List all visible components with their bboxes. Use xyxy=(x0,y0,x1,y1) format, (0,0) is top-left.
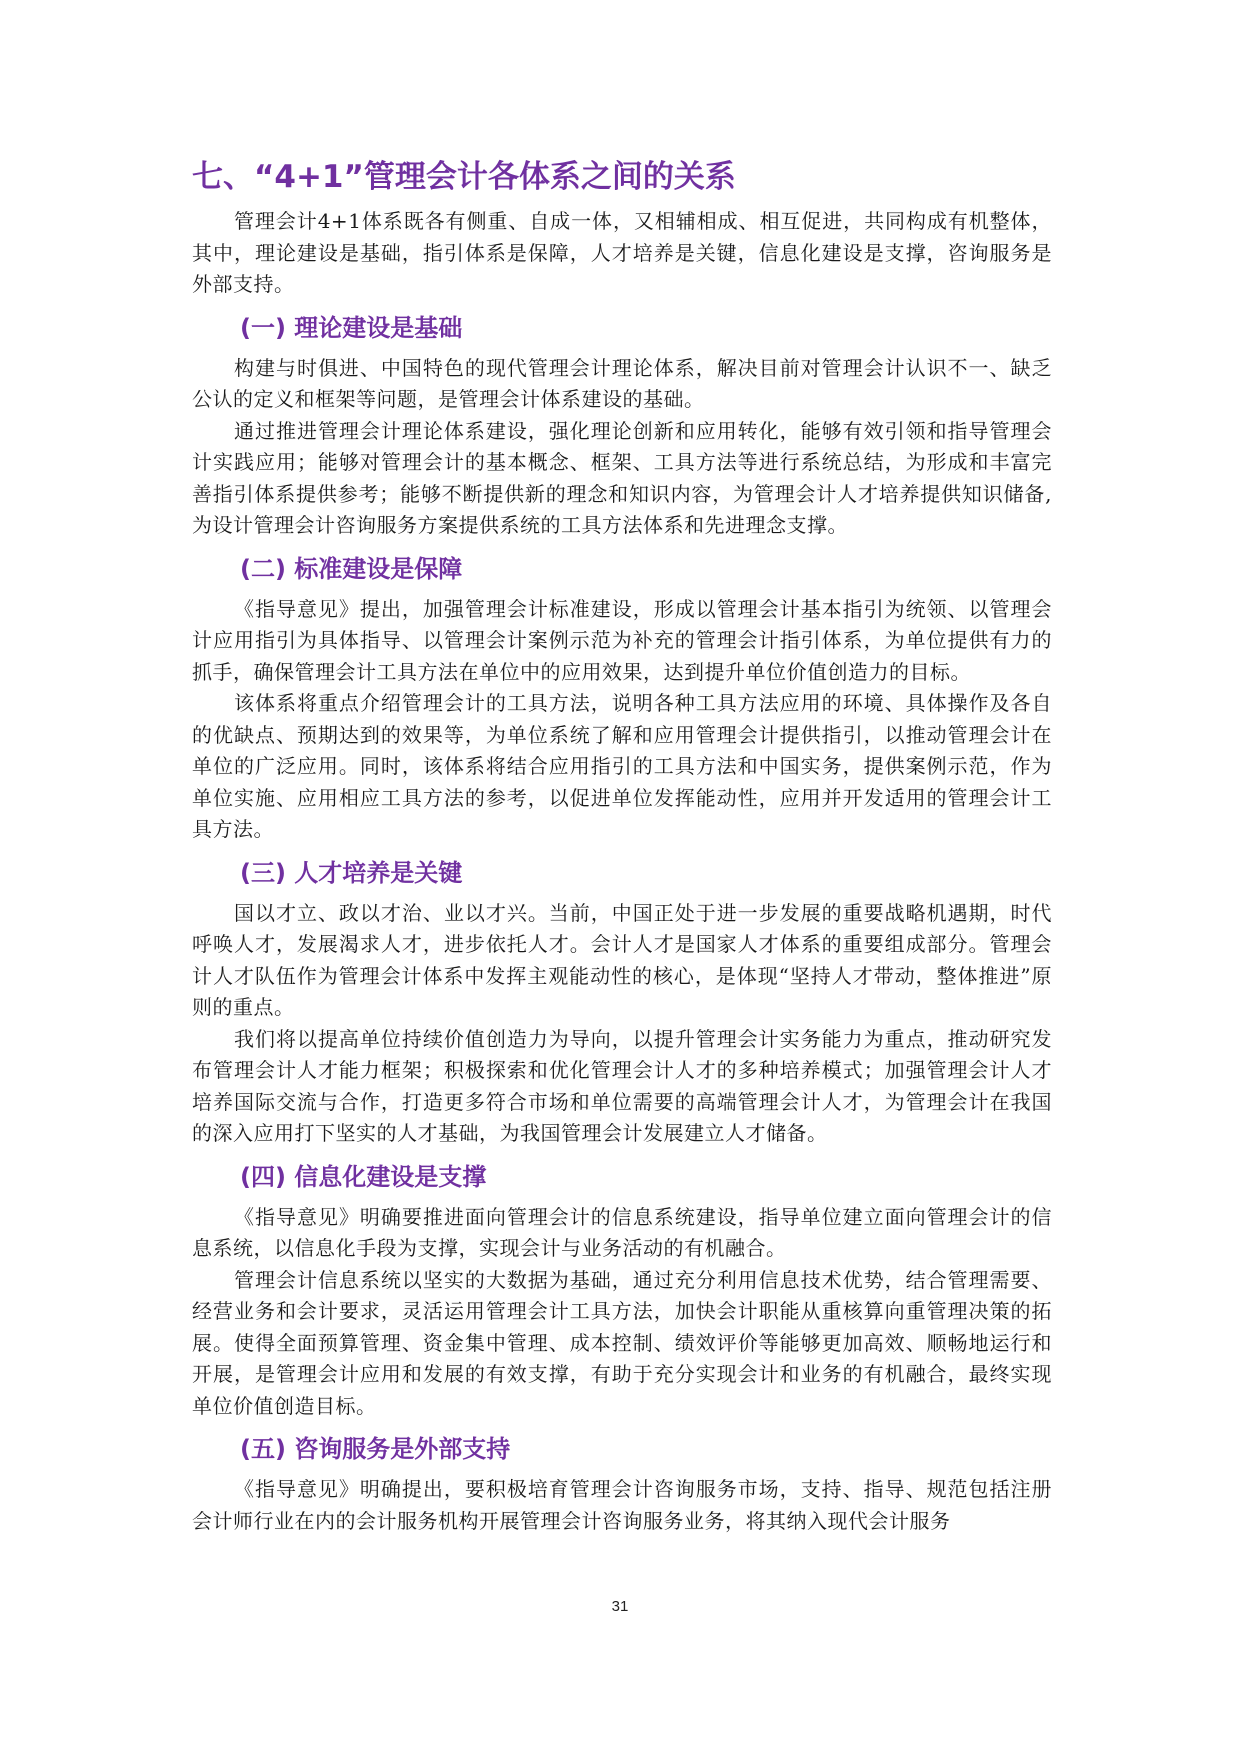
section-talent xyxy=(192,850,1052,1150)
paragraph: 该体系将重点介绍管理会计的工具方法，说明各种工具方法应用的环境、具体操作及各自的优缺点、预期达到的效果等，为单位系统了解和应用管理会计提供指引，以推动管理会计在单位的广泛应用。同时，该体系将结合应用指引的工具方法和中国实务，提供案例示范，作为单位实施、应用相应工具方法的参考，以促进单位发挥能动性，应用并开发适用的管理会计工具方法。 xyxy=(192,691,1052,841)
paragraph: 《指导意见》明确要推进面向管理会计的信息系统建设，指导单位建立面向管理会计的信息系统，以信息化手段为支撑，实现会计与业务活动的有机融合。 xyxy=(192,1204,1052,1260)
section-consulting xyxy=(192,1426,1052,1537)
section-title: (一) 理论建设是基础 xyxy=(240,313,463,342)
intro-paragraph: 管理会计4+1体系既各有侧重、自成一体，又相辅相成、相互促进，共同构成有机整体，其中，理论建设是基础，指引体系是保障，人才培养是关键，信息化建设是支撑，咨询服务是外部支持。 xyxy=(192,209,1052,296)
section-title: (五) 咨询服务是外部支持 xyxy=(240,1435,511,1463)
page-content xyxy=(192,150,1052,1537)
section-standards xyxy=(192,546,1052,846)
paragraph: 我们将以提高单位持续价值创造力为导向，以提升管理会计实务能力为重点，推动研究发布管理会计人才能力框架；积极探索和优化管理会计人才的多种培养模式；加强管理会计人才培养国际交流与合作，打造更多符合市场和单位需要的高端管理会计人才，为管理会计在我国的深入应用打下坚实的人才基础，为我国管理会计发展建立人才储备。 xyxy=(192,1026,1052,1145)
paragraph: 构建与时俱进、中国特色的现代管理会计理论体系，解决目前对管理会计认识不一、缺乏公认的定义和框架等问题，是管理会计体系建设的基础。 xyxy=(192,355,1052,411)
section-theory xyxy=(192,305,1052,542)
paragraph: 《指导意见》明确提出，要积极培育管理会计咨询服务市场，支持、指导、规范包括注册会计师行业在内的会计服务机构开展管理会计咨询服务业务，将其纳入现代会计服务 xyxy=(192,1477,1052,1533)
paragraph: 《指导意见》提出，加强管理会计标准建设，形成以管理会计基本指引为统领、以管理会计应用指引为具体指导、以管理会计案例示范为补充的管理会计指引体系，为单位提供有力的抓手，确保管理会计工具方法在单位中的应用效果，达到提升单位价值创造力的目标。 xyxy=(192,596,1052,684)
paragraph: 国以才立、政以才治、业以才兴。当前，中国正处于进一步发展的重要战略机遇期，时代呼唤人才，发展渴求人才，进步依托人才。会计人才是国家人才体系的重要组成部分。管理会计人才队伍作为管理会计体系中发挥主观能动性的核心，是体现“坚持人才带动，整体推进”原则的重点。 xyxy=(192,900,1052,1019)
chapter-title: 七、“4+1”管理会计各体系之间的关系 xyxy=(192,159,736,195)
page-number: 31 xyxy=(611,1598,629,1615)
section-informatization xyxy=(192,1154,1052,1423)
section-title: (三) 人才培养是关键 xyxy=(240,858,463,887)
section-title: (四) 信息化建设是支撑 xyxy=(240,1162,487,1191)
section-title: (二) 标准建设是保障 xyxy=(240,554,463,583)
paragraph: 通过推进管理会计理论体系建设，强化理论创新和应用转化，能够有效引领和指导管理会计实践应用；能够对管理会计的基本概念、框架、工具方法等进行系统总结，为形成和丰富完善指引体系提供参考；能够不断提供新的理念和知识内容，为管理会计人才培养提供知识储备,为设计管理会计咨询服务方案提供系统的工具方法体系和先进理念支撑。 xyxy=(192,418,1052,537)
paragraph: 管理会计信息系统以坚实的大数据为基础，通过充分利用信息技术优势，结合管理需要、经营业务和会计要求，灵活运用管理会计工具方法，加快会计职能从重核算向重管理决策的拓展。使得全面预算管理、资金集中管理、成本控制、绩效评价等能够更加高效、顺畅地运行和开展，是管理会计应用和发展的有效支撑，有助于充分实现会计和业务的有机融合，最终实现单位价值创造目标。 xyxy=(192,1267,1052,1418)
